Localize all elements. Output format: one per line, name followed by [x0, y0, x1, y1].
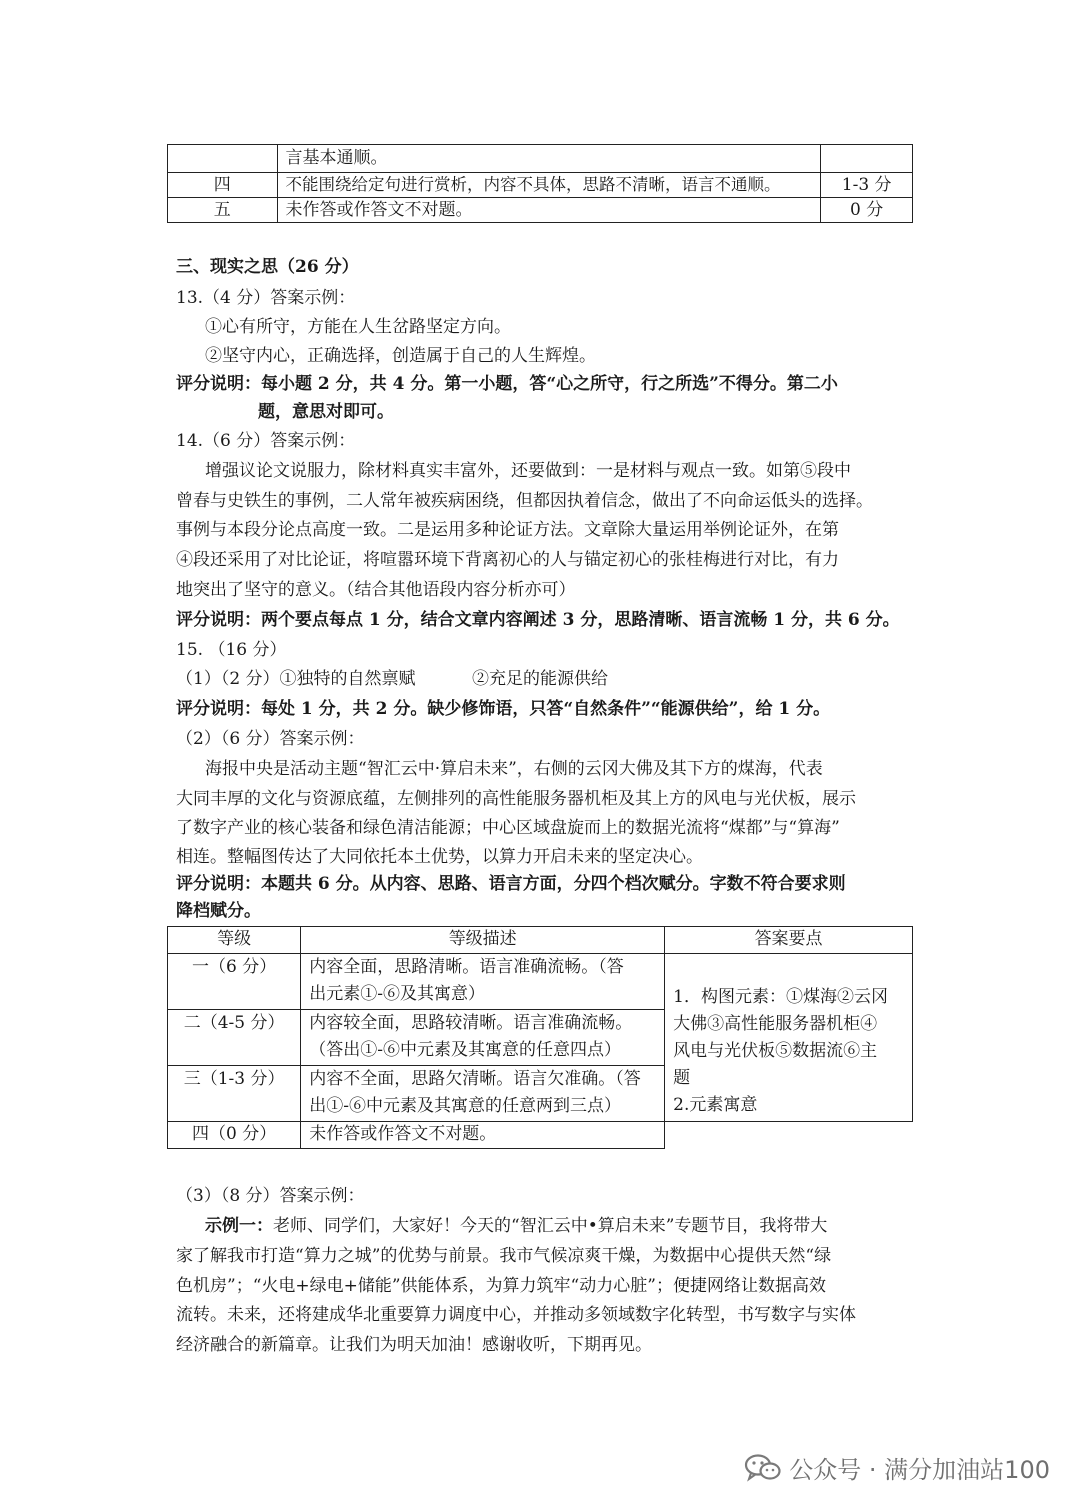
q15-grading-table [167, 926, 913, 1149]
level-cell: 四 [168, 173, 278, 198]
score-cell: 0 分 [821, 198, 913, 223]
q15-sub2-line: 相连。整幅图传达了大同依托本土优势，以算力开启未来的坚定决心。 [176, 847, 703, 867]
q14-para-line: 地突出了坚守的意义。（结合其他语段内容分析亦可） [176, 580, 576, 600]
q15-heading: 15. （16 分） [176, 640, 287, 660]
table-row [168, 954, 913, 1010]
q15-sub2-heading: （2）（6 分）答案示例： [176, 729, 365, 749]
desc-line: 出元素①-⑥及其寓意） [309, 984, 486, 1004]
q15-sub3-line: 经济融合的新篇章。让我们为明天加油！感谢收听，下期再见。 [176, 1335, 652, 1355]
q15-sub3-line-first [205, 1215, 827, 1237]
level-cell [168, 145, 278, 173]
level-cell: 四（0 分） [168, 1122, 301, 1149]
score-cell [821, 145, 913, 173]
desc-cell [301, 954, 665, 1010]
desc-cell: 未作答或作答文不对题。 [277, 198, 821, 223]
desc-cell: 言基本通顺。 [277, 145, 821, 173]
q14-para-line: 事例与本段分论点高度一致。二是运用多种论证方法。文章除大量运用举例论证外，在第 [176, 520, 839, 540]
desc-cell [301, 1010, 665, 1066]
desc-cell: 未作答或作答文不对题。 [301, 1122, 665, 1149]
score-cell: 1-3 分 [821, 173, 913, 198]
section-title: 三、现实之思（26 分） [176, 257, 359, 277]
table-row [168, 1122, 913, 1149]
q13-scoring-note-cont: 题，意思对即可。 [258, 402, 394, 422]
q15-sub1-note: 评分说明：每处 1 分，共 2 分。缺少修饰语，只答“自然条件”“能源供给”，给 1 分。 [176, 699, 831, 719]
q13-answer-2: ②坚守内心，正确选择，创造属于自己的人生辉煌。 [205, 346, 596, 366]
desc-line: （答出①-⑥中元素及其寓意的任意四点） [309, 1040, 622, 1060]
example-label: 示例一： [205, 1216, 273, 1236]
level-cell: 五 [168, 198, 278, 223]
q13-answer-1: ①心有所守，方能在人生岔路坚定方向。 [205, 317, 511, 337]
header-description: 等级描述 [301, 927, 665, 954]
q15-sub2-line: 大同丰厚的文化与资源底蕴，左侧排列的高性能服务器机柜及其上方的风电与光伏板，展示 [176, 789, 856, 809]
q15-sub3-line: 家了解我市打造“算力之城”的优势与前景。我市气候凉爽干燥，为数据中心提供天然“绿 [176, 1246, 832, 1266]
q15-sub2-line: 了数字产业的核心装备和绿色清洁能源；中心区域盘旋而上的数据光流将“煤都”与“算海” [176, 818, 840, 838]
q14-scoring-note: 评分说明：两个要点每点 1 分，结合文章内容阐述 3 分，思路清晰、语言流畅 1 分，共 6 分。 [176, 610, 900, 630]
desc-line: 内容较全面，思路较清晰。语言准确流畅。 [309, 1013, 633, 1033]
q15-sub1-answer-a: （1）（2 分）①独特的自然禀赋 [176, 669, 416, 689]
top-grading-table [167, 144, 913, 223]
example-text: 老师、同学们，大家好！今天的“智汇云中•算启未来”专题节目，我将带大 [273, 1216, 828, 1236]
table-row [168, 145, 913, 173]
q15-sub2-line: 海报中央是活动主题“智汇云中·算启未来”，右侧的云冈大佛及其下方的煤海，代表 [205, 759, 823, 779]
desc-line: 内容全面，思路清晰。语言准确流畅。（答 [309, 957, 624, 977]
desc-cell: 不能围绕给定句进行赏析，内容不具体，思路不清晰，语言不通顺。 [277, 173, 821, 198]
watermark-text: 公众号 · 满分加油站100 [789, 1456, 1050, 1484]
key-point-line: 2.元素寓意 [673, 1095, 758, 1115]
level-cell: 一（6 分） [168, 954, 301, 1010]
table-row [168, 198, 913, 223]
q14-heading: 14.（6 分）答案示例： [176, 431, 356, 451]
header-level: 等级 [168, 927, 301, 954]
level-cell: 三（1-3 分） [168, 1066, 301, 1122]
key-points-cell [665, 954, 913, 1122]
key-point-line: 题 [673, 1068, 691, 1088]
q14-para-line: 曾春与史铁生的事例，二人常年被疾病困绕，但都因执着信念，做出了不向命运低头的选择。 [176, 491, 873, 511]
q13-scoring-note: 评分说明：每小题 2 分，共 4 分。第一小题，答“心之所守，行之所选”不得分。第二小 [176, 374, 838, 394]
q15-sub2-note: 评分说明：本题共 6 分。从内容、思路、语言方面，分四个档次赋分。字数不符合要求则 [176, 874, 846, 894]
q15-sub3-line: 色机房”；“火电+绿电+储能”供能体系，为算力筑牢“动力心脏”；便捷网络让数据高效 [176, 1276, 826, 1296]
desc-cell [301, 1066, 665, 1122]
header-key-points: 答案要点 [665, 927, 913, 954]
table-header-row [168, 927, 913, 954]
desc-line: 内容不全面，思路欠清晰。语言欠准确。（答 [309, 1069, 641, 1089]
desc-line: 出①-⑥中元素及其寓意的任意两到三点） [309, 1096, 622, 1116]
table-row [168, 173, 913, 198]
q15-sub2-note-cont: 降档赋分。 [176, 901, 261, 921]
q15-sub3-line: 流转。未来，还将建成华北重要算力调度中心，并推动多领域数字化转型，书写数字与实体 [176, 1305, 856, 1325]
key-point-line: 1．构图元素：①煤海②云冈 [673, 987, 888, 1007]
q14-para-line: ④段还采用了对比论证，将喧嚣环境下背离初心的人与锚定初心的张桂梅进行对比，有力 [176, 550, 839, 570]
key-point-line: 大佛③高性能服务器机柜④ [673, 1014, 878, 1034]
watermark [743, 1450, 1050, 1485]
q13-heading: 13.（4 分）答案示例： [176, 288, 356, 308]
q14-para-line: 增强议论文说服力，除材料真实丰富外，还要做到：一是材料与观点一致。如第⑤段中 [205, 461, 851, 481]
key-point-line: 风电与光伏板⑤数据流⑥主 [673, 1041, 878, 1061]
wechat-icon [743, 1453, 783, 1483]
level-cell: 二（4-5 分） [168, 1010, 301, 1066]
q15-sub3-heading: （3）（8 分）答案示例： [176, 1186, 365, 1206]
q15-sub1-answer-b: ②充足的能源供给 [472, 669, 608, 689]
